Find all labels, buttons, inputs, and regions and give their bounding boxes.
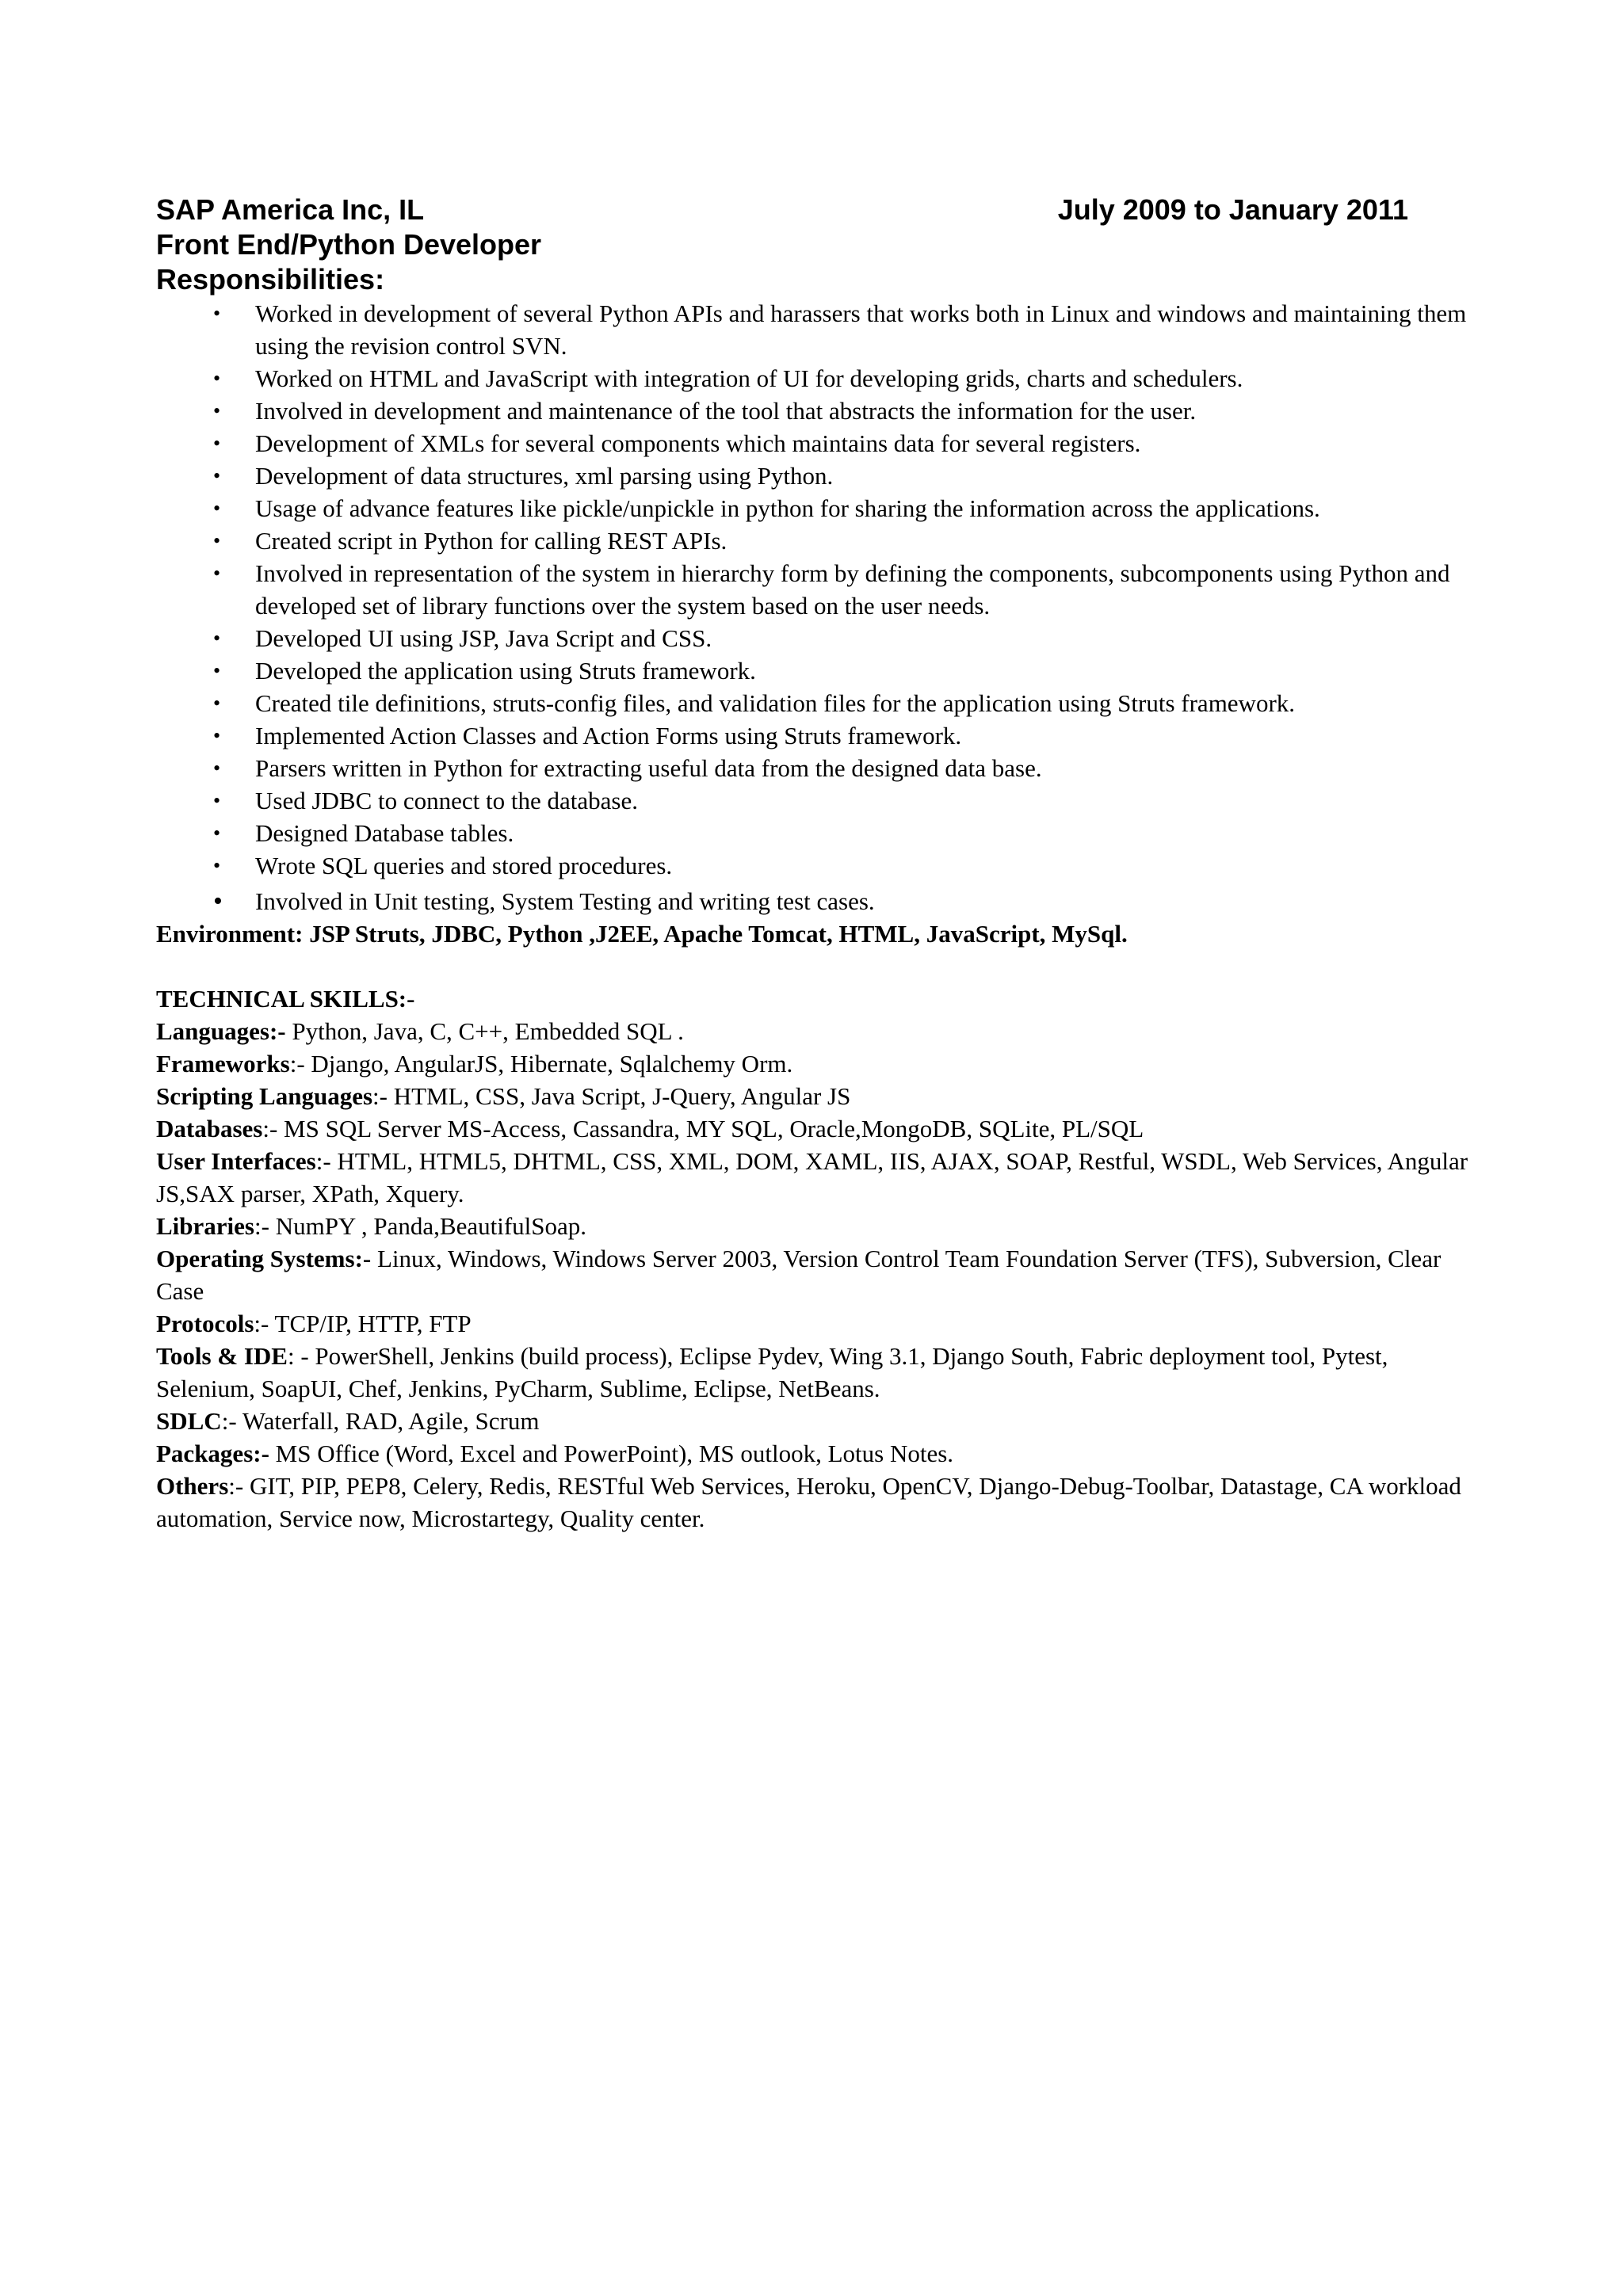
skill-value: MS SQL Server MS-Access, Cassandra, MY SQL, Oracle,MongoDB, SQLite, PL/SQL bbox=[284, 1115, 1144, 1142]
skill-line bbox=[156, 1047, 1472, 1080]
responsibility-item: • Designed Database tables. bbox=[156, 817, 1472, 849]
responsibility-item: • Used JDBC to connect to the database. bbox=[156, 784, 1472, 817]
skill-label: Packages bbox=[156, 1440, 254, 1467]
responsibility-item: • Usage of advance features like pickle/unpickle in python for sharing the information across the applications. bbox=[156, 492, 1472, 524]
skill-value: Python, Java, C, C++, Embedded SQL . bbox=[292, 1017, 684, 1045]
skill-line bbox=[156, 1340, 1472, 1405]
skill-value: MS Office (Word, Excel and PowerPoint), MS outlook, Lotus Notes. bbox=[275, 1440, 954, 1467]
responsibilities-heading: Responsibilities: bbox=[156, 263, 385, 296]
responsibility-item: • Created script in Python for calling REST APIs. bbox=[156, 524, 1472, 557]
skill-value: HTML, HTML5, DHTML, CSS, XML, DOM, XAML, IIS, AJAX, SOAP, Restful, WSDL, Web Services, Angular JS,SAX parser, XPath, Xquery. bbox=[156, 1147, 1468, 1207]
skill-separator: :- bbox=[228, 1472, 250, 1500]
skill-separator: :- bbox=[254, 1212, 276, 1240]
responsibility-item: • Development of data structures, xml parsing using Python. bbox=[156, 460, 1472, 492]
skill-line bbox=[156, 1210, 1472, 1242]
responsibility-item: • Created tile definitions, struts-config files, and validation files for the application using Struts framework. bbox=[156, 687, 1472, 719]
responsibility-item: • Parsers written in Python for extracting useful data from the designed data base. bbox=[156, 752, 1472, 784]
skill-separator: :- bbox=[221, 1407, 242, 1435]
job-header bbox=[156, 193, 1408, 227]
skill-line bbox=[156, 1112, 1472, 1145]
skill-line bbox=[156, 1470, 1472, 1535]
skill-line bbox=[156, 1080, 1472, 1112]
job-title: Front End/Python Developer bbox=[156, 228, 542, 261]
responsibility-item: • Involved in Unit testing, System Testing and writing test cases. bbox=[156, 885, 1472, 917]
responsibility-item: • Developed the application using Struts framework. bbox=[156, 654, 1472, 687]
skills-heading: TECHNICAL SKILLS:- bbox=[156, 985, 415, 1013]
job-dates: July 2009 to January 2011 bbox=[1057, 193, 1408, 226]
skill-separator bbox=[371, 1245, 377, 1272]
responsibility-item: • Worked on HTML and JavaScript with integration of UI for developing grids, charts and schedulers. bbox=[156, 362, 1472, 395]
skill-label: Operating Systems:- bbox=[156, 1245, 372, 1272]
skill-line bbox=[156, 1437, 1472, 1470]
responsibility-item: • Development of XMLs for several components which maintains data for several registers. bbox=[156, 427, 1472, 460]
skill-separator: : - bbox=[287, 1342, 315, 1370]
skill-label: User Interfaces bbox=[156, 1147, 316, 1175]
skill-label: Libraries bbox=[156, 1212, 254, 1240]
skill-value: HTML, CSS, Java Script, J-Query, Angular JS bbox=[393, 1082, 851, 1110]
skill-line bbox=[156, 1405, 1472, 1437]
section-spacer bbox=[156, 950, 1472, 982]
skill-value: Waterfall, RAD, Agile, Scrum bbox=[242, 1407, 540, 1435]
skill-separator: :- bbox=[372, 1082, 394, 1110]
resume-page bbox=[156, 193, 1472, 1535]
skill-value: NumPY , Panda,BeautifulSoap. bbox=[275, 1212, 587, 1240]
responsibility-item: • Involved in development and maintenance of the tool that abstracts the information for the user. bbox=[156, 395, 1472, 427]
skill-label: Databases bbox=[156, 1115, 263, 1142]
skill-separator: :- bbox=[262, 1115, 285, 1142]
skill-value: Linux, Windows, Windows Server 2003, Version Control Team Foundation Server (TFS), Subversion, Clear Case bbox=[156, 1245, 1442, 1305]
skill-line bbox=[156, 1145, 1472, 1210]
skill-line bbox=[156, 1015, 1472, 1047]
environment-line: Environment: JSP Struts, JDBC, Python ,J2EE, Apache Tomcat, HTML, JavaScript, MySql. bbox=[156, 920, 1128, 948]
skill-label: Others bbox=[156, 1472, 229, 1500]
company-name: SAP America Inc, IL bbox=[156, 193, 425, 226]
skill-separator: :- bbox=[254, 1310, 275, 1337]
skill-separator: :- bbox=[253, 1440, 276, 1467]
skill-label: Tools & IDE bbox=[156, 1342, 288, 1370]
responsibility-item: • Developed UI using JSP, Java Script and CSS. bbox=[156, 622, 1472, 654]
skill-label: SDLC bbox=[156, 1407, 222, 1435]
skill-value: TCP/IP, HTTP, FTP bbox=[274, 1310, 472, 1337]
responsibility-item: • Worked in development of several Python APIs and harassers that works both in Linux and windows and maintaining them using the revision control SVN. bbox=[156, 297, 1472, 362]
skill-label: Frameworks bbox=[156, 1050, 290, 1077]
skill-label: Protocols bbox=[156, 1310, 254, 1337]
skill-value: Django, AngularJS, Hibernate, Sqlalchemy Orm. bbox=[311, 1050, 793, 1077]
skill-value: GIT, PIP, PEP8, Celery, Redis, RESTful Web Services, Heroku, OpenCV, Django-Debug-Toolbar, Datastage, CA workload automation, Service now, Microstartegy, Quality center. bbox=[156, 1472, 1461, 1532]
responsibility-item: • Involved in representation of the system in hierarchy form by defining the components, subcomponents using Python and developed set of library functions over the system based on the user needs. bbox=[156, 557, 1472, 622]
skill-separator: :- bbox=[315, 1147, 338, 1175]
skill-label: Scripting Languages bbox=[156, 1082, 373, 1110]
skill-separator: :- bbox=[289, 1050, 311, 1077]
skill-line bbox=[156, 1307, 1472, 1340]
skill-separator: :- bbox=[269, 1017, 292, 1045]
responsibility-item: • Implemented Action Classes and Action Forms using Struts framework. bbox=[156, 719, 1472, 752]
skill-value: PowerShell, Jenkins (build process), Eclipse Pydev, Wing 3.1, Django South, Fabric deployment tool, Pytest, Selenium, SoapUI, Chef, Jenkins, PyCharm, Sublime, Eclipse, NetBeans. bbox=[156, 1342, 1388, 1402]
skill-label: Languages bbox=[156, 1017, 269, 1045]
skills-list bbox=[156, 1015, 1472, 1535]
responsibility-item: • Wrote SQL queries and stored procedures. bbox=[156, 849, 1472, 882]
skill-line bbox=[156, 1242, 1472, 1307]
responsibilities-list bbox=[156, 297, 1472, 917]
